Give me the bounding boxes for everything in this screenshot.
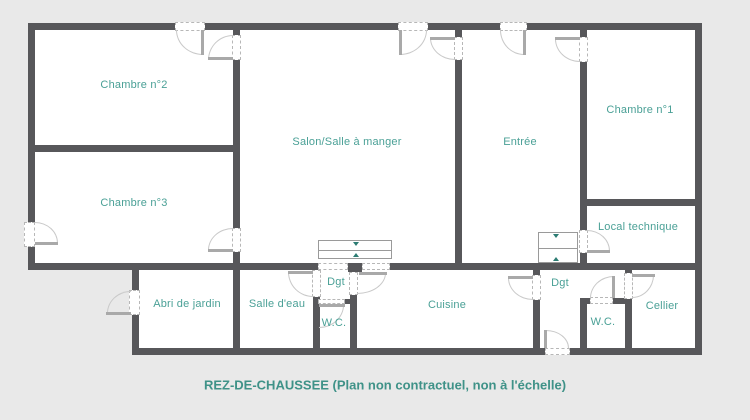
door-leaf: [544, 330, 547, 348]
door-gap-chambre3-exterior: [24, 222, 35, 247]
door-gap-salon-dgt: [318, 263, 348, 270]
wall-chambre1-localtechnique: [587, 199, 695, 206]
room-label-dgt-left: Dgt: [327, 276, 345, 288]
door-gap-salon-cuisine: [362, 263, 390, 270]
door-leaf: [319, 304, 345, 307]
room-label-dgt-right: Dgt: [551, 277, 569, 289]
room-label-entree: Entrée: [503, 136, 537, 148]
double-door-symbol-entree: [538, 232, 578, 263]
double-door-midline: [539, 248, 577, 249]
door-leaf: [430, 37, 455, 40]
door-gap-chambre3-salon: [232, 228, 241, 252]
wall-wcright-left: [580, 303, 587, 348]
door-leaf: [35, 242, 58, 245]
room-label-abri-de-jardin: Abri de jardin: [153, 298, 221, 310]
door-gap-chambre2-salon: [232, 35, 241, 60]
door-leaf: [508, 276, 533, 279]
door-gap-entree-chambre1: [579, 37, 588, 62]
room-label-cuisine: Cuisine: [427, 299, 467, 311]
door-leaf: [587, 250, 610, 253]
room-label-salon: Salon/Salle à manger: [292, 136, 402, 148]
door-leaf: [612, 276, 615, 298]
door-leaf: [106, 312, 131, 315]
door-leaf: [359, 272, 387, 275]
wall-salon-entree: [455, 30, 462, 263]
door-gap-salon-entree: [454, 37, 463, 60]
door-arc-abri-exterior: [107, 291, 131, 313]
arrow-icon: [553, 234, 559, 238]
door-leaf: [208, 57, 233, 60]
wall-doubledoor-post: [348, 263, 362, 272]
wall-entree-chambre1: [580, 30, 587, 263]
door-leaf: [201, 30, 204, 55]
door-leaf: [523, 30, 526, 55]
room-label-chambre2: Chambre n°2: [100, 79, 168, 91]
room-label-salle-deau: Salle d'eau: [248, 298, 306, 310]
door-leaf: [555, 37, 580, 40]
room-label-chambre1: Chambre n°1: [606, 104, 674, 116]
arrow-icon: [353, 242, 359, 246]
plan-caption: REZ-DE-CHAUSSEE (Plan non contractuel, non à l'échelle): [203, 377, 567, 393]
room-label-chambre3: Chambre n°3: [100, 197, 168, 209]
arrow-icon: [353, 253, 359, 257]
door-gap-dgtright-cuisine: [532, 275, 541, 300]
door-leaf: [288, 271, 313, 274]
wall-right-exterior: [695, 30, 702, 355]
wall-bottom-exterior: [132, 348, 702, 355]
door-gap-dgtright-exterior: [545, 348, 570, 355]
room-label-cellier: Cellier: [645, 300, 679, 312]
door-gap-dgt-salledeau: [312, 270, 321, 297]
door-gap-dgtright-wcright: [590, 297, 613, 304]
room-label-wc-right: W.C.: [590, 316, 616, 328]
wall-top-exterior: [28, 23, 702, 30]
arrow-icon: [553, 257, 559, 261]
wall-chambre2-chambre3: [28, 145, 233, 152]
double-door-symbol-salon: [318, 240, 392, 259]
door-leaf: [399, 30, 402, 55]
room-label-local-technique: Local technique: [597, 221, 679, 233]
wall-abri-salledeau: [233, 270, 240, 348]
double-door-midline: [319, 250, 391, 251]
room-label-wc-left: W.C.: [321, 317, 347, 329]
door-leaf: [632, 274, 655, 277]
door-leaf: [208, 249, 233, 252]
